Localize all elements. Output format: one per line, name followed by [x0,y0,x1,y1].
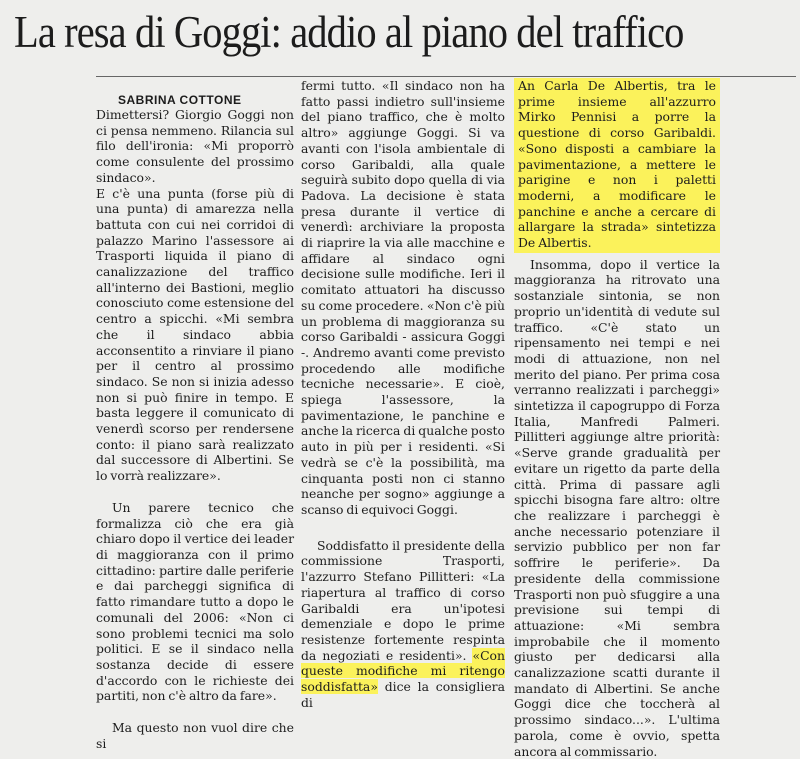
article-column-3 [514,78,720,759]
byline: SABRINA COTTONE [118,93,242,107]
col1-paragraph-4: Ma questo non vuol dire che si [96,720,294,751]
paragraph-gap [96,484,294,500]
article-column-1 [96,107,294,751]
headline: La resa di Goggi: addio al piano del traffico [14,7,684,57]
col2-paragraph-2-text: Soddisfatto il presidente della commissione Trasporti, l'azzurro Stefano Pillitteri: «La riapertura al traffico di corso Garibaldi era un'ipotesi demenziale e dopo le prime resistenze fortemente respinta da negoziati e residenti». [301,537,505,663]
paragraph-gap [96,704,294,720]
article-column-2 [301,78,505,710]
col2-paragraph-2 [301,538,505,711]
col3-paragraph-2: Insomma, dopo il vertice la maggioranza ha ritrovato una sostanziale sintonia, se non proprio un'identità di vedute sul traffico. «C'è stato un ripensamento nei tempi e nei modi di attuazione, non nel merito del piano. Per prima cosa verranno realizzati i parcheggi» sintetizza il capogruppo di Forza Italia, Manfredi Palmeri. Pillitteri aggiunge altre priorità: «Serve grande gradualità per evitare un rigetto da parte della città. Prima di passare agli spicchi bisogna fare altro: oltre che realizzare i parcheggi è anche necessario potenziare il servizio pubblico per non far soffrire le periferie». Da presidente della commissione Trasporti non può sfuggire a una previsione sui tempi di attuazione: «Mi sembra improbabile che il momento giusto per dedicarsi alla canalizzazione scatti durante il mandato di Albertini. Se anche Goggi dice che toccherà al prossimo sindaco...». L'ultima parola, come è ovvio, spetta ancora al commissario. [514,256,720,759]
col1-paragraph-2: E c'è una punta (forse più di una punta) di amarezza nella battuta con cui nei corridoi di palazzo Marino l'assessore ai Trasporti liquida il piano di canalizzazione del traffico all'interno dei Bastioni, meglio conosciuto come estensione del centro a spicchi. «Mi sembra che il sindaco abbia acconsentito a rinviare il piano per il centro al prossimo sindaco. Se non si inizia adesso non si può finire in tempo. E basta leggere il comunicato di venerdì scorso per rendersene conto: il piano sarà realizzato dal successore di Albertini. Se lo vorrà realizzare». [96,185,294,484]
col1-paragraph-1: Dimettersi? Giorgio Goggi non ci pensa nemmeno. Rilancia sul filo dell'ironia: «Mi proporrò come consulente del prossimo sindaco». [96,107,294,185]
highlighted-quote: «Con queste modifiche mi ritengo soddisfatta» [301,647,505,695]
highlighted-paragraph: An Carla De Albertis, tra le prime insieme all'azzurro Mirko Pennisi a porre la questione di corso Garibaldi. «Sono disposti a cambiare la pavimentazione, a mettere le parigine e non i paletti moderni, a modificare le panchine e anche a cercare di allargare la strada» sintetizza De Albertis. [514,78,720,253]
col2-paragraph-1: fermi tutto. «Il sindaco non ha fatto passi indietro sull'insieme del piano traffico, che è molto altro» aggiunge Goggi. Si va avanti con l'isola ambientale di corso Garibaldi, alla quale seguirà subito dopo quella di via Padova. La decisione è stata presa durante il vertice di venerdì: archiviare la proposta di riaprire la via alle macchine e affidare al sindaco ogni decisione sulle modifiche. Ieri il comitato attuatori ha discusso su come procedere. «Non c'è più un problema di maggioranza su corso Garibaldi - assicura Goggi -. Andremo avanti come previsto procedendo alle modifiche tecniche necessarie». E cioè, spiega l'assessore, la pavimentazione, le panchine e anche la ricerca di qualche posto auto in più per i residenti. «Si vedrà se c'è la possibilità, ma cinquanta posti non ci stanno neanche per sogno» aggiunge a scanso di equivoci Goggi. [301,78,505,517]
col2-paragraph-2-tail: dice la consigliera di [301,679,505,710]
headline-rule [96,76,796,77]
paragraph-gap [301,518,505,538]
col1-paragraph-3: Un parere tecnico che formalizza ciò che era già chiaro dopo il vertice dei leader di maggioranza con il primo cittadino: partire dalle periferie e dai parcheggi significa di fatto rimandare tutto a dopo le comunali del 2006: «Non ci sono problemi tecnici ma solo politici. E se il sindaco nella sostanza decide di essere d'accordo con le richieste dei partiti, non c'è altro da fare». [96,499,294,704]
